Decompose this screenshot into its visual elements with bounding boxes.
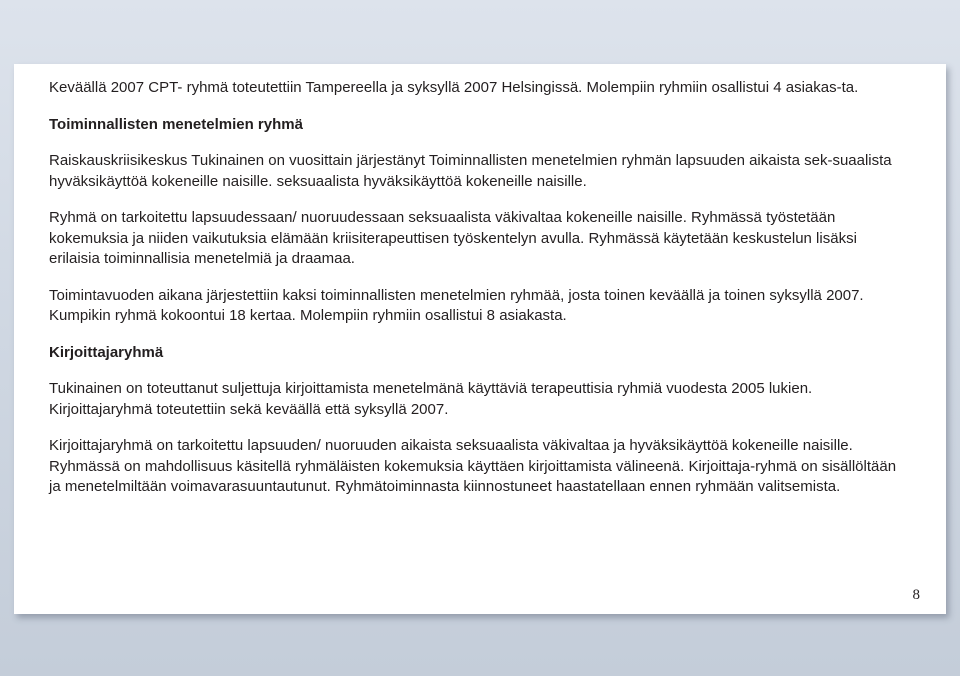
section1-paragraph-2: Ryhmä on tarkoitettu lapsuudessaan/ nuoruudessaan seksuaalista väkivaltaa kokeneille naisille. Ryhmässä työstetään kokemuksia ja niiden vaikutuksia elämään kriisiterapeuttisen työskentelyn avulla. Ryhmässä käytetään keskustelun lisäksi erilaisia toiminnallisia menetelmiä ja draamaa. <box>49 209 857 267</box>
section-heading-kirjoittajaryhma: Kirjoittajaryhmä <box>49 343 164 361</box>
document-page <box>14 64 946 614</box>
section2-paragraph-2: Kirjoittajaryhmä on tarkoitettu lapsuuden/ nuoruuden aikaista seksuaalista väkivaltaa ja hyväksikäyttöä kokeneille naisille. Ryhmässä on mahdollisuus käsitellä ryhmäläisten kokemuksia käyttäen kirjoittamista välineenä. Kirjoittaja-ryhmä on sisällöltään ja menetelmiltään voimavarasuuntautunut. Ryhmätoiminnasta kiinnostuneet haastatellaan ennen ryhmään valitsemista. <box>49 437 897 495</box>
section-heading-toiminnallisten: Toiminnallisten menetelmien ryhmä <box>49 115 303 133</box>
section1-paragraph-1: Raiskauskriisikeskus Tukinainen on vuosittain järjestänyt Toiminnallisten menetelmien ryhmän lapsuuden aikaista sek-suaalista hyväksikäyttöä kokeneille naisille. seksuaalista hyväksikäyttöä kokeneille naisille. <box>49 152 892 190</box>
section2-paragraph-1: Tukinainen on toteuttanut suljettuja kirjoittamista menetelmänä käyttäviä terapeuttisia ryhmiä vuodesta 2005 lukien. Kirjoittajaryhmä toteutettiin sekä keväällä että syksyllä 2007. <box>49 380 813 418</box>
page-content <box>49 78 909 514</box>
intro-paragraph: Keväällä 2007 CPT- ryhmä toteutettiin Tampereella ja syksyllä 2007 Helsingissä. Molempiin ryhmiin osallistui 4 asiakas-ta. <box>49 79 859 96</box>
section1-paragraph-3: Toimintavuoden aikana järjestettiin kaksi toiminnallisten menetelmien ryhmää, josta toinen keväällä ja toinen syksyllä 2007. Kumpikin ryhmä kokoontui 18 kertaa. Molempiin ryhmiin osallistui 8 asiakasta. <box>49 286 864 324</box>
page-number: 8 <box>912 587 920 603</box>
